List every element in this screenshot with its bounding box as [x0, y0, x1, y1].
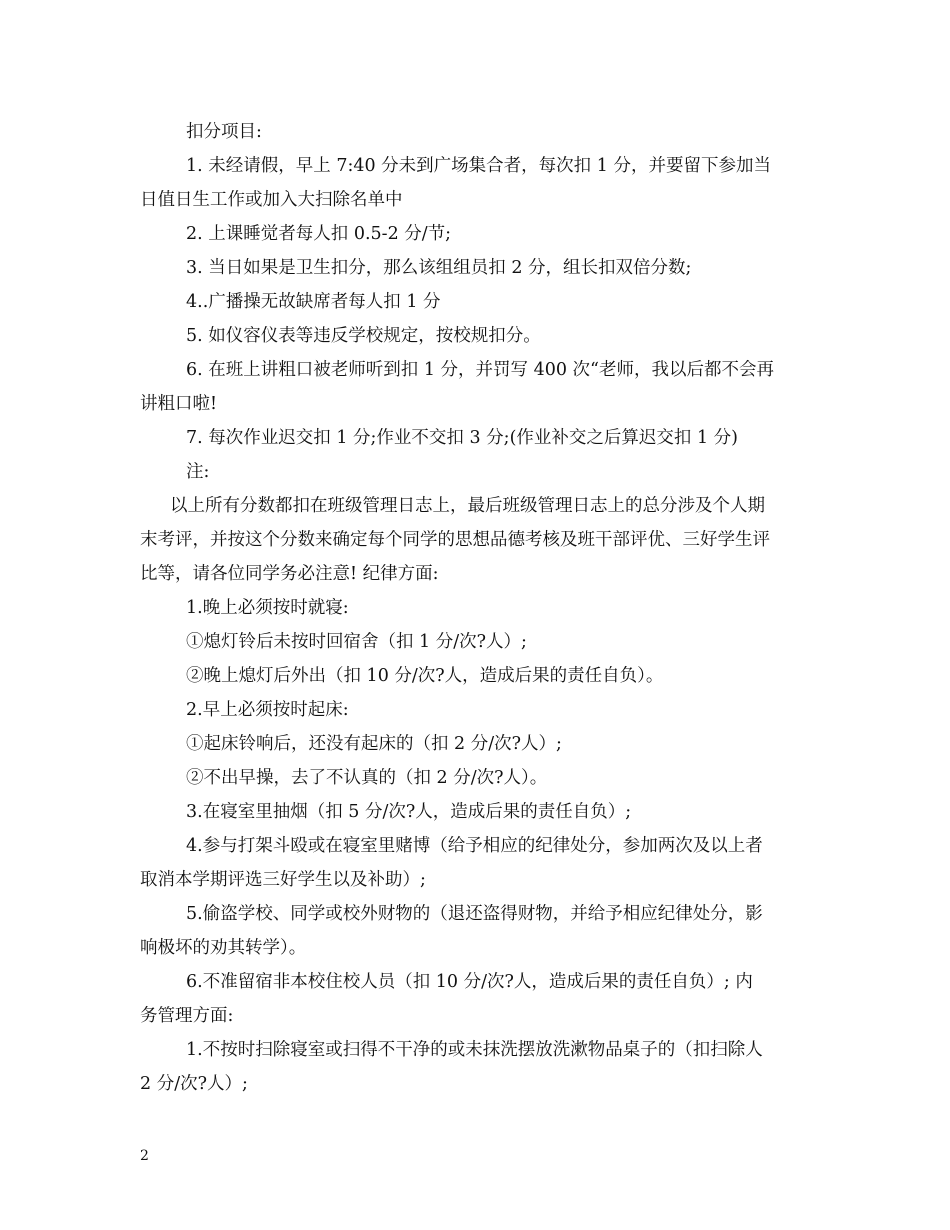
rule-line: 4..广播操无故缺席者每人扣 1 分 [186, 292, 441, 312]
rule-line: 7. 每次作业迟交扣 1 分;作业不交扣 3 分;(作业补交之后算迟交扣 1 分) [186, 428, 738, 448]
rule-line: 务管理方面: [140, 1006, 234, 1026]
rule-line: 3.在寝室里抽烟（扣 5 分/次?人，造成后果的责任自负）; [186, 802, 632, 822]
rule-line: 2 分/次?人）; [140, 1074, 248, 1094]
rule-line: 2. 上课睡觉者每人扣 0.5-2 分/节; [186, 224, 452, 244]
rule-line: 响极坏的劝其转学）。 [140, 938, 307, 958]
rule-line: 5. 如仪容仪表等违反学校规定，按校规扣分。 [186, 326, 541, 346]
note-heading: 注: [186, 462, 210, 482]
rule-line: 3. 当日如果是卫生扣分，那么该组组员扣 2 分，组长扣双倍分数; [186, 258, 692, 278]
rule-line: 取消本学期评选三好学生以及补助）; [140, 870, 426, 890]
document-body [140, 115, 815, 1101]
rule-line: 4.参与打架斗殴或在寝室里赌博（给予相应的纪律处分，参加两次及以上者 [186, 836, 763, 856]
rule-line: 日值日生工作或加入大扫除名单中 [140, 190, 403, 210]
rule-line: 2.早上必须按时起床: [186, 700, 349, 720]
note-paragraph: 比等，请各位同学务必注意! 纪律方面: [140, 564, 439, 584]
section-heading: 扣分项目: [186, 122, 262, 142]
rule-line: ①起床铃响后，还没有起床的（扣 2 分/次?人）; [186, 734, 562, 754]
rule-line: ①熄灯铃后未按时回宿舍（扣 1 分/次?人）; [186, 632, 527, 652]
rule-line: 6.不准留宿非本校住校人员（扣 10 分/次?人，造成后果的责任自负）; 内 [186, 972, 753, 992]
note-paragraph: 以上所有分数都扣在班级管理日志上，最后班级管理日志上的总分涉及个人期 [170, 496, 765, 516]
page-number: 2 [140, 1148, 149, 1164]
rule-line: ②晚上熄灯后外出（扣 10 分/次?人，造成后果的责任自负）。 [186, 666, 664, 686]
rule-line: ②不出早操，去了不认真的（扣 2 分/次?人）。 [186, 768, 548, 788]
rule-line: 6. 在班上讲粗口被老师听到扣 1 分，并罚写 400 次“老师，我以后都不会再 [186, 360, 774, 380]
rule-line: 1. 未经请假，早上 7:40 分未到广场集合者，每次扣 1 分，并要留下参加当 [186, 156, 771, 176]
rule-line: 5.偷盗学校、同学或校外财物的（退还盗得财物，并给予相应纪律处分，影 [186, 904, 763, 924]
rule-line: 1.晚上必须按时就寝: [186, 598, 349, 618]
note-paragraph: 末考评，并按这个分数来确定每个同学的思想品德考核及班干部评优、三好学生评 [140, 530, 770, 550]
rule-line: 1.不按时扫除寝室或扫得不干净的或未抹洗摆放洗漱物品桌子的（扣扫除人 [186, 1040, 763, 1060]
rule-line: 讲粗口啦! [140, 394, 218, 414]
